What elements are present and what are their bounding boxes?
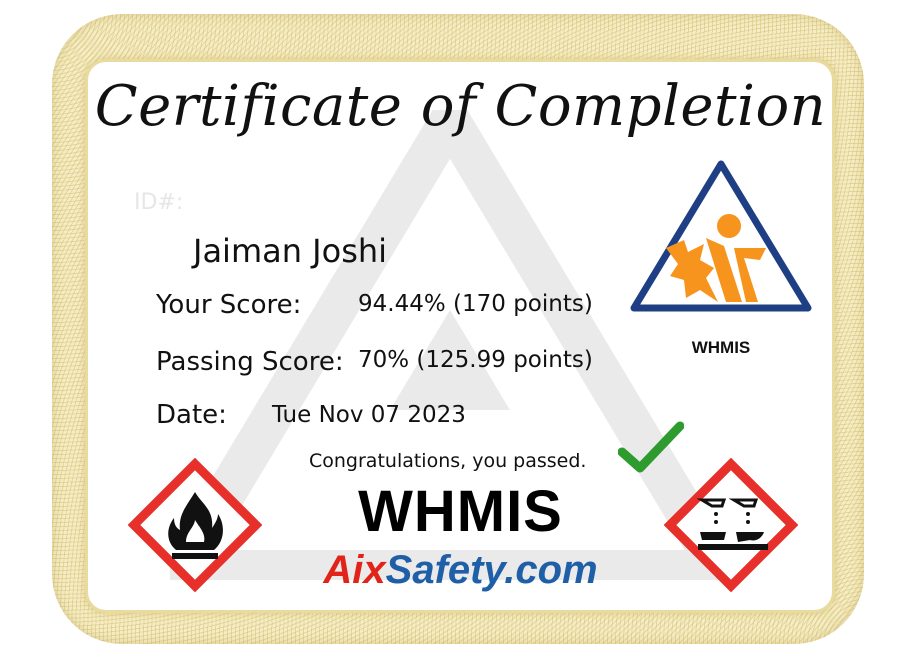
recipient-name: Jaiman Joshi: [193, 232, 388, 270]
congratulations-message: Congratulations, you passed.: [309, 450, 587, 472]
whmis-logo: [626, 156, 816, 366]
id-label: ID#:: [134, 190, 184, 215]
whmis-logo-icon: [626, 156, 816, 326]
brand-logo-text: [0, 548, 921, 593]
score-value: 94.44% (170 points): [358, 291, 593, 317]
whmis-logo-caption: WHMIS: [691, 338, 751, 357]
passing-score-label: Passing Score:: [156, 347, 344, 377]
program-name: WHMIS: [358, 479, 563, 544]
score-label: Your Score:: [156, 290, 302, 320]
date-value: Tue Nov 07 2023: [272, 402, 466, 428]
certificate-title: Certificate of Completion: [94, 74, 827, 139]
brand-part-domain: Safety.com: [385, 548, 598, 592]
passing-score-value: 70% (125.99 points): [358, 347, 593, 373]
date-label: Date:: [156, 400, 227, 430]
brand-part-aix: Aix: [323, 548, 386, 592]
